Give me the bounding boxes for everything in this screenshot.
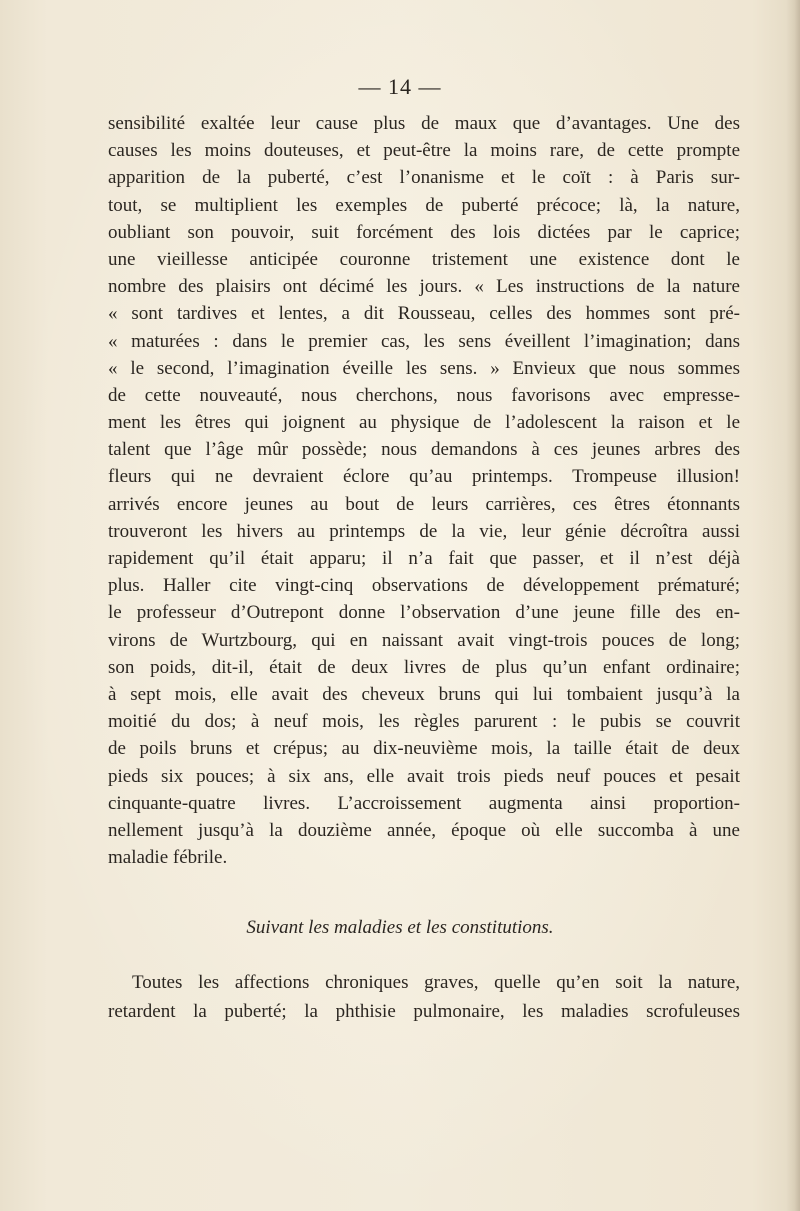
text-line: retardent la puberté; la phthisie pulmonaire, les maladies scrofuleuses bbox=[108, 1001, 740, 1022]
text-line: fleurs qui ne devraient éclore qu’au printemps. Trompeuse illusion! bbox=[108, 466, 740, 488]
text-line: nellement jusqu’à la douzième année, époque où elle succomba à une bbox=[108, 819, 740, 841]
second-paragraph bbox=[108, 968, 740, 1026]
text-line: rapidement qu’il était apparu; il n’a fait que passer, et il n’est déjà bbox=[108, 548, 740, 569]
text-line: nombre des plaisirs ont décimé les jours. « Les instructions de la nature bbox=[108, 276, 740, 298]
text-line: cinquante-quatre livres. L’accroissement augmenta ainsi proportion- bbox=[108, 792, 740, 814]
text-line: virons de Wurtzbourg, qui en naissant avait vingt-trois pouces de long; bbox=[108, 629, 740, 651]
text-line: causes les moins douteuses, et peut-être la moins rare, de cette prompte bbox=[108, 140, 740, 162]
text-line: trouveront les hivers au printemps de la vie, leur génie décroîtra aussi bbox=[108, 520, 740, 542]
text-line: arrivés encore jeunes au bout de leurs carrières, ces êtres étonnants bbox=[108, 493, 740, 515]
text-line: de cette nouveauté, nous cherchons, nous favorisons avec empresse- bbox=[108, 384, 740, 406]
text-line: apparition de la puberté, c’est l’onanisme et le coït : à Paris sur- bbox=[108, 167, 740, 189]
text-line: maladie fébrile. bbox=[108, 847, 228, 869]
text-line: le professeur d’Outrepont donne l’observation d’une jeune fille des en- bbox=[108, 602, 740, 624]
text-line: son poids, dit-il, était de deux livres de plus qu’un enfant ordinaire; bbox=[108, 656, 740, 678]
main-paragraph bbox=[108, 110, 740, 871]
page-number: — 14 — bbox=[358, 74, 442, 99]
text-line: ment les êtres qui joignent au physique de l’adolescent la raison et le bbox=[108, 412, 740, 434]
text-line: plus. Haller cite vingt-cinq observations de développement prématuré; bbox=[108, 575, 740, 597]
text-line: « sont tardives et lentes, a dit Rousseau, celles des hommes sont pré- bbox=[108, 303, 740, 325]
text-line: pieds six pouces; à six ans, elle avait trois pieds neuf pouces et pesait bbox=[108, 765, 740, 787]
text-line: « maturées : dans le premier cas, les sens éveillent l’imagination; dans bbox=[108, 330, 740, 352]
section-heading: Suivant les maladies et les constitutions. bbox=[246, 917, 554, 938]
text-line: oubliant son pouvoir, suit forcément des lois dictées par le caprice; bbox=[108, 221, 740, 243]
text-line: Toutes les affections chroniques graves, quelle qu’en soit la nature, bbox=[132, 972, 740, 993]
text-line: moitié du dos; à neuf mois, les règles parurent : le pubis se couvrit bbox=[108, 711, 740, 733]
page-edge-shadow bbox=[786, 0, 800, 1211]
text-line: une vieillesse anticipée couronne tristement une existence dont le bbox=[108, 248, 740, 270]
text-line: à sept mois, elle avait des cheveux bruns qui lui tombaient jusqu’à la bbox=[108, 683, 740, 705]
text-line: talent que l’âge mûr possède; nous demandons à ces jeunes arbres des bbox=[108, 439, 740, 461]
text-line: tout, se multiplient les exemples de puberté précoce; là, la nature, bbox=[108, 194, 740, 216]
text-line: « le second, l’imagination éveille les sens. » Envieux que nous sommes bbox=[108, 357, 740, 379]
text-line: sensibilité exaltée leur cause plus de maux que d’avantages. Une des bbox=[108, 113, 740, 134]
text-line: de poils bruns et crépus; au dix-neuvième mois, la taille était de deux bbox=[108, 738, 740, 760]
